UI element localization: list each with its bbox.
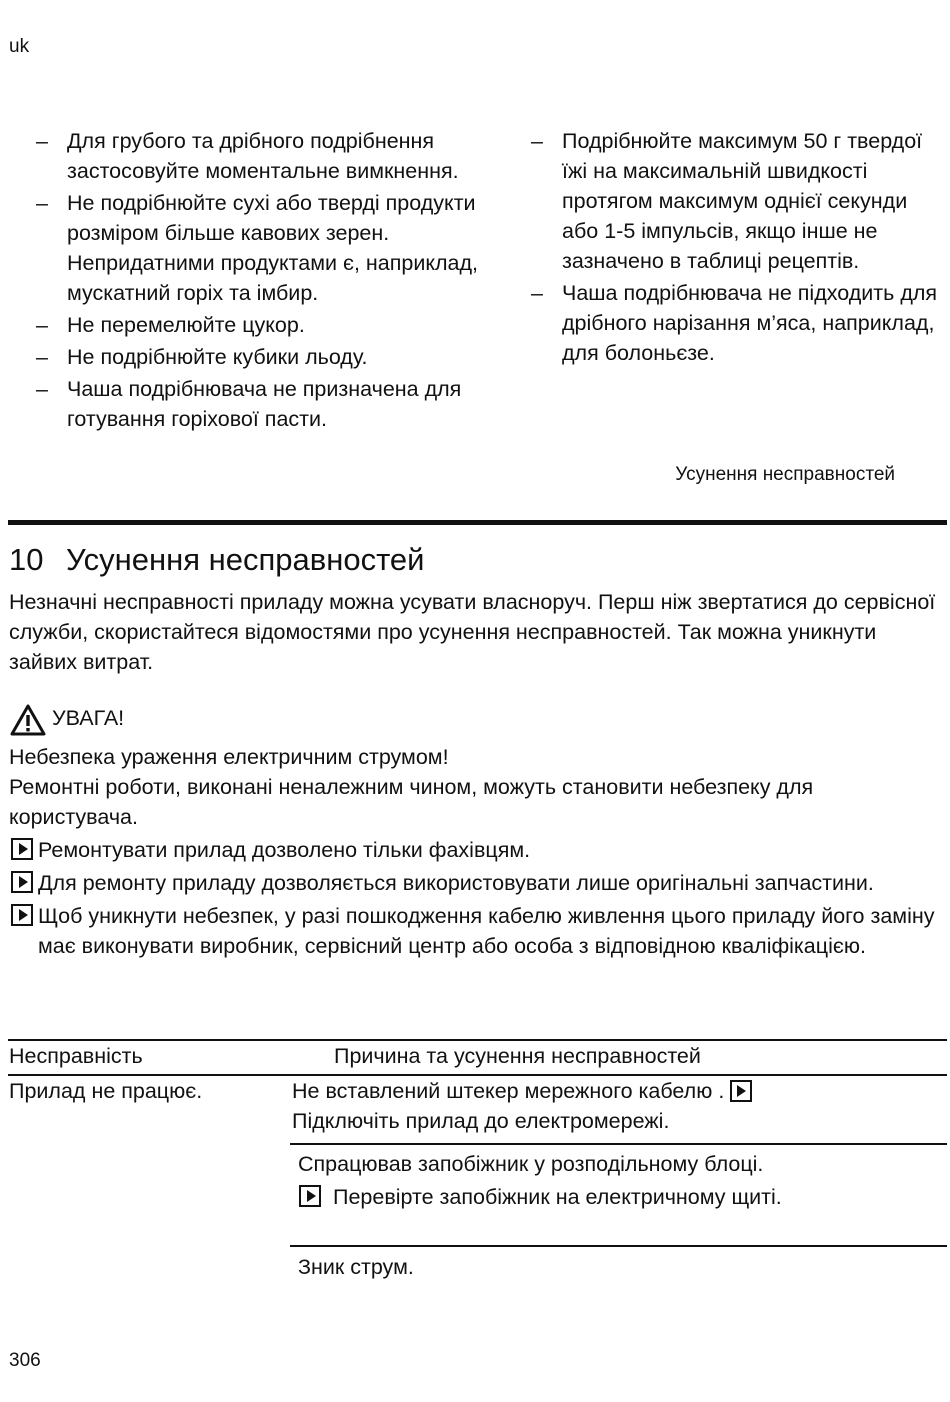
table-cause-cell <box>298 1149 938 1212</box>
warning-line: Ремонтні роботи, виконані неналежним чином, можуть становити небезпеку для користувача. <box>9 775 814 829</box>
play-step-icon <box>299 1185 321 1207</box>
step-text: Для ремонту приладу дозволяється використовувати лише оригінальні запчастини. <box>38 871 874 895</box>
remedy-text: Підключіть прилад до електромережі. <box>292 1109 670 1133</box>
instruction-step <box>298 1182 938 1212</box>
instruction-step <box>9 901 944 961</box>
table-header-cause: Причина та усунення несправностей <box>334 1044 701 1068</box>
list-item-text: Не подрібнюйте сухі або тверді продукти розміром більше кавових зерен. Непридатними продуктами є, наприклад, мускатний горіх та імбир. <box>67 191 478 305</box>
table-cause-cell <box>292 1076 932 1136</box>
warning-heading <box>10 700 124 736</box>
warning-title: УВАГА! <box>52 706 125 730</box>
play-step-icon <box>11 871 33 893</box>
running-header: Усунення несправностей <box>675 464 895 485</box>
list-item: – Для грубого та дрібного подрібнення застосовуйте моментальне вимкнення. <box>36 129 459 183</box>
list-item: – Не подрібнюйте сухі або тверді продукти розміром більше кавових зерен. Непридатними продуктами є, наприклад, мускатний горіх та імбир. <box>36 191 478 305</box>
list-item: – Чаша подрібнювача не підходить для дрібного нарізання м’яса, наприклад, для болоньєзе. <box>531 281 938 365</box>
list-item-text: Чаша подрібнювача не призначена для готування горіхової пасти. <box>67 377 462 431</box>
page-number: 306 <box>9 1350 41 1371</box>
instruction-step <box>9 868 944 898</box>
cause-text: Не вставлений штекер мережного кабелю . <box>292 1079 725 1103</box>
remedy-text: Перевірте запобіжник на електричному щиті. <box>333 1185 782 1209</box>
left-bullet-list <box>36 126 486 436</box>
right-bullet-list <box>531 126 941 370</box>
table-row-rule <box>290 1143 947 1145</box>
language-code: uk <box>9 36 30 57</box>
warning-body <box>9 742 944 961</box>
step-text: Щоб уникнути небезпек, у разі пошкодження кабелю живлення цього приладу його заміну має виконувати виробник, сервісний центр або особа з відповідною кваліфікацією. <box>38 904 935 958</box>
cause-text: Зник струм. <box>298 1255 414 1279</box>
list-item-text: Не подрібнюйте кубики льоду. <box>67 345 368 369</box>
play-step-icon <box>11 838 33 860</box>
list-item: – Чаша подрібнювача не призначена для готування горіхової пасти. <box>36 377 462 431</box>
list-item-text: Чаша подрібнювача не підходить для дрібного нарізання м’яса, наприклад, для болоньєзе. <box>562 281 938 365</box>
list-item: – Не перемелюйте цукор. <box>36 313 305 337</box>
table-row-rule <box>290 1245 947 1247</box>
play-step-icon <box>730 1080 752 1102</box>
section-heading <box>9 538 424 582</box>
section-intro: Незначні несправності приладу можна усувати власноруч. Перш ніж звертатися до сервісної служби, скористайтеся відомостями про усунення несправностей. Так можна уникнути зайвих витрат. <box>9 590 936 674</box>
list-item-text: Не перемелюйте цукор. <box>67 313 305 337</box>
table-header-fault: Несправність <box>9 1044 143 1068</box>
section-title: Усунення несправностей <box>66 542 425 577</box>
table-fault-cell: Прилад не працює. <box>9 1079 203 1103</box>
play-step-icon <box>11 904 33 926</box>
cause-text: Спрацював запобіжник у розподільному блоці. <box>298 1152 764 1176</box>
section-number: 10 <box>9 542 44 577</box>
list-item-text: Подрібнюйте максимум 50 г твердої їжі на максимальній швидкості протягом максимум однієї секунди або 1-5 імпульсів, якщо інше не зазначено в таблиці рецептів. <box>562 129 923 273</box>
warning-line: Небезпека ураження електричним струмом! <box>9 745 449 769</box>
warning-triangle-icon <box>10 704 46 736</box>
instruction-step <box>9 835 944 865</box>
list-item: – Не подрібнюйте кубики льоду. <box>36 345 368 369</box>
step-text: Ремонтувати прилад дозволено тільки фахівцям. <box>38 838 531 862</box>
list-item: – Подрібнюйте максимум 50 г твердої їжі на максимальній швидкості протягом максимум однієї секунди або 1-5 імпульсів, якщо інше не зазначено в таблиці рецептів. <box>531 129 923 273</box>
section-divider <box>8 520 947 525</box>
list-item-text: Для грубого та дрібного подрібнення застосовуйте моментальне вимкнення. <box>67 129 459 183</box>
